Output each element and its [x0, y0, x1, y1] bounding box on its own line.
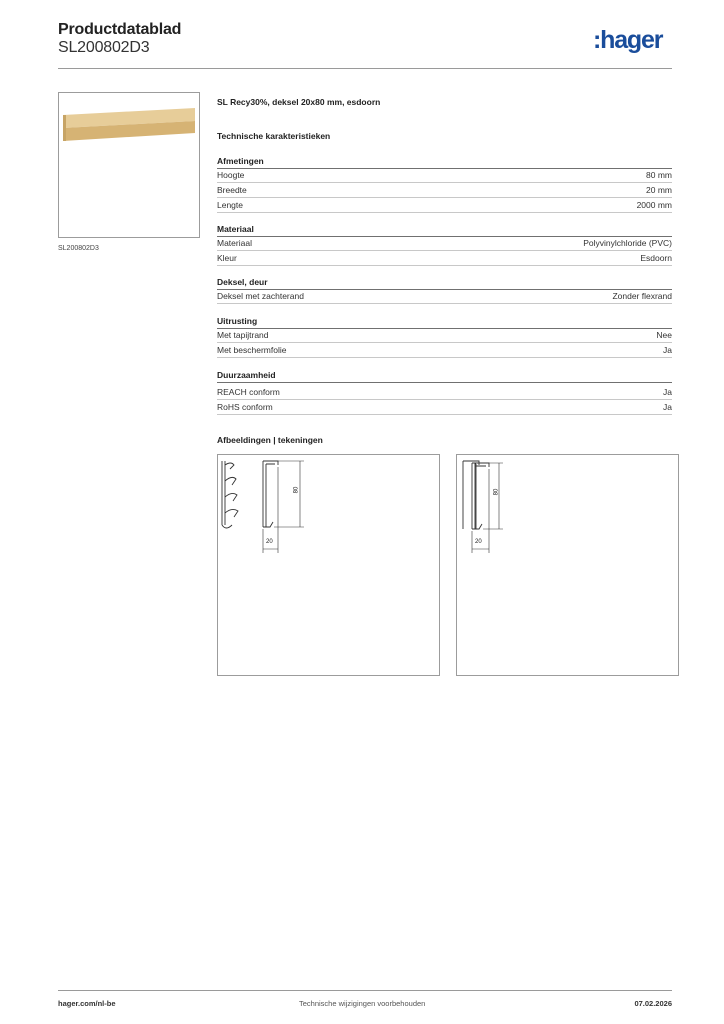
product-name: SL Recy30%, deksel 20x80 mm, esdoorn	[217, 97, 381, 107]
spec-value: Ja	[663, 345, 672, 355]
hager-logo: :hager	[593, 26, 663, 54]
spec-value: 2000 mm	[636, 200, 672, 210]
photo-caption: SL200802D3	[58, 245, 99, 252]
spec-value: Nee	[656, 330, 672, 340]
drawings-title: Afbeeldingen | tekeningen	[217, 435, 323, 445]
spec-row-materiaal	[217, 237, 672, 251]
spec-value: 80 mm	[646, 170, 672, 180]
dimension-width-label: 20	[266, 539, 273, 545]
spec-label: Met beschermfolie	[217, 345, 287, 355]
page-title: Productdatablad	[58, 21, 182, 38]
spec-row-tapijtrand	[217, 329, 672, 343]
spec-value: Esdoorn	[640, 253, 672, 263]
spec-row-kleur	[217, 252, 672, 266]
section-title-deksel: Deksel, deur	[217, 277, 268, 287]
section-divider	[217, 382, 672, 383]
spec-row-zachterand	[217, 290, 672, 304]
section-title-duurzaamheid: Duurzaamheid	[217, 370, 276, 380]
footer-date: 07.02.2026	[634, 999, 672, 1008]
spec-label: Hoogte	[217, 170, 245, 180]
spec-value: Polyvinylchloride (PVC)	[583, 238, 672, 248]
spec-label: Materiaal	[217, 238, 252, 248]
spec-row-lengte	[217, 199, 672, 213]
spec-row-reach	[217, 386, 672, 400]
section-title-afmetingen: Afmetingen	[217, 156, 264, 166]
spec-label: Lengte	[217, 200, 243, 210]
dimension-height-label: 80	[493, 488, 500, 496]
header-divider	[58, 68, 672, 69]
tech-heading: Technische karakteristieken	[217, 131, 331, 141]
spec-value: Ja	[663, 387, 672, 397]
dimension-height-label: 80	[293, 486, 300, 494]
spec-row-breedte	[217, 184, 672, 198]
section-title-materiaal: Materiaal	[217, 224, 254, 234]
dimension-width-label: 20	[475, 539, 482, 545]
spec-label: Deksel met zachterand	[217, 291, 304, 301]
product-photo	[58, 92, 200, 238]
spec-value: 20 mm	[646, 185, 672, 195]
spec-label: Met tapijtrand	[217, 330, 269, 340]
profile-drawing-cover	[457, 455, 678, 675]
spec-label: Breedte	[217, 185, 247, 195]
spec-row-rohs	[217, 401, 672, 415]
footer-website: hager.com/nl-be	[58, 999, 116, 1008]
product-cover-image	[59, 93, 199, 237]
spec-row-hoogte	[217, 169, 672, 183]
footer-divider	[58, 990, 672, 991]
spec-row-beschermfolie	[217, 344, 672, 358]
spec-value: Zonder flexrand	[612, 291, 672, 301]
product-code: SL200802D3	[58, 39, 150, 56]
spec-label: REACH conform	[217, 387, 280, 397]
brand-name: hager	[600, 26, 663, 54]
spec-label: Kleur	[217, 253, 237, 263]
drawing-assembly	[217, 454, 440, 676]
profile-drawing-with-base	[218, 455, 439, 675]
section-title-uitrusting: Uitrusting	[217, 316, 258, 326]
spec-label: RoHS conform	[217, 402, 273, 412]
drawing-cover	[456, 454, 679, 676]
spec-value: Ja	[663, 402, 672, 412]
footer-disclaimer: Technische wijzigingen voorbehouden	[299, 999, 426, 1008]
